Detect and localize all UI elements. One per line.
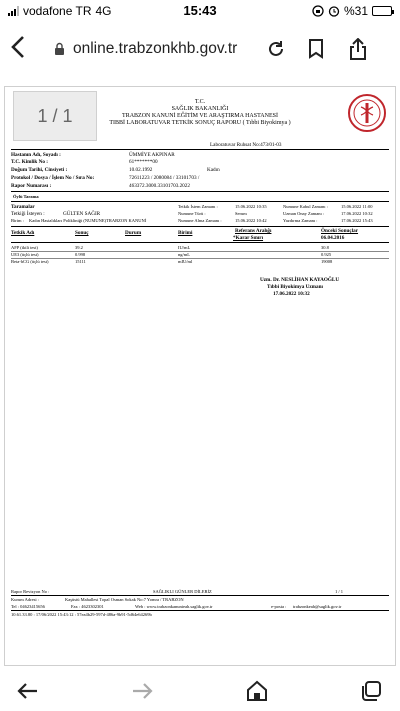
share-button[interactable] (345, 36, 371, 62)
browser-bottom-toolbar (0, 670, 400, 711)
footer-wish: SAĞLIKLI GÜNLER DİLERİZ (153, 589, 212, 594)
report-number: 463372.3000.33101703.2022 (129, 183, 190, 189)
header-tc: T.C. (194, 99, 206, 105)
row-result: 0.998 (75, 252, 86, 257)
license-number: Laboratuvar Ruhsat No:473/01-03 (210, 142, 282, 148)
reload-button[interactable] (263, 36, 289, 62)
divider (11, 595, 389, 596)
header-ministry: SAĞLIK BAKANLIĞI (171, 106, 229, 112)
trace-id: 10.61.33.80 : 17/06/2022 15:43:12 : 57ea4b29-597d-486a-9b91-5d64e64269b (11, 612, 152, 617)
approve-time-value: 17.06.2022 10:32 (341, 211, 373, 216)
phone: Tel : 04623415656 (11, 604, 45, 609)
dob-label: Doğum Tarihi, Cinsiyeti : (11, 167, 68, 173)
row-result: 15111 (75, 259, 86, 264)
row-previous: 19008 (321, 259, 333, 264)
col-reference-sub: *Karar Sınırı (233, 235, 264, 241)
patient-name-label: Hastanın Adı, Soyadı : (11, 152, 61, 158)
signature-title: Tıbbi Biyokimya Uzmanı (267, 284, 323, 290)
requester-value: GÜLTEN SAĞIR (63, 211, 101, 217)
header-hospital: TRABZON KANUNİ EĞİTİM VE ARAŞTIRMA HASTANESİ (122, 113, 278, 119)
divider (11, 251, 389, 252)
report-number-label: Rapor Numarası : (11, 183, 52, 189)
address-value: Kaşüstü Mahallesi Topal Osman Sokak No:7 Yomra / TRABZON (65, 597, 184, 602)
tc-label: T.C. Kimlik No : (11, 159, 48, 165)
test-group: Taramalar (11, 204, 35, 210)
request-time-label: Tetkik İstem Zamanı : (178, 204, 218, 209)
row-test: Beta-hCG (üçlü test) (11, 259, 49, 264)
previous-date: 06.04.2016 (321, 235, 345, 241)
tabs-button[interactable] (356, 676, 386, 706)
divider (11, 242, 389, 243)
sample-type-value: Serum (235, 211, 247, 216)
carrier-label: vodafone TR (23, 4, 92, 18)
share-icon (348, 38, 368, 60)
page-indicator: 1 / 1 (13, 91, 97, 141)
bookmark-icon (308, 39, 324, 59)
tabs-icon (360, 680, 382, 702)
col-status: Durum (125, 230, 142, 236)
print-time-label: Yazdırma Zamanı : (283, 218, 318, 223)
row-previous: 30.8 (321, 245, 329, 250)
email-value: trabzonkeah@saglik.gov.tr (293, 604, 342, 609)
url-text: online.trabzonkhb.gov.tr (73, 40, 238, 57)
row-test: UE3 (üçlü test) (11, 252, 39, 257)
sample-time-value: 15.06.2022 10:42 (235, 218, 267, 223)
accept-time-label: Numune Kabul Zamanı : (283, 204, 328, 209)
requester-label: Tetkiği İsteyen : (11, 211, 45, 217)
arrow-right-icon (132, 682, 154, 700)
signature-name: Uzm. Dr. NESLİHAN KAYAOĞLU (260, 277, 340, 283)
row-test: AFP (ikili test) (11, 245, 38, 250)
battery-icon (372, 6, 392, 16)
divider (11, 226, 389, 227)
lab-report-document (4, 86, 396, 666)
col-result: Sonuç (75, 230, 89, 236)
email-label: e-posta : (271, 604, 287, 609)
row-unit: mIU/ml (178, 259, 193, 264)
accept-time-value: 15.06.2022 11:00 (341, 204, 373, 209)
home-icon (246, 680, 268, 702)
arrow-left-icon (16, 682, 38, 700)
tc-value: 61*******00 (129, 159, 158, 165)
status-right (312, 4, 392, 18)
gender-value: Kadın (207, 167, 220, 173)
lock-icon (54, 42, 65, 56)
website: Web : www.trabzonkanunieah.saglik.gov.tr (135, 604, 213, 609)
clock: 15:43 (183, 3, 217, 18)
address-label: Kurum Adresi : (11, 597, 39, 602)
divider (11, 191, 389, 192)
request-time-value: 15.06.2022 10:35 (235, 204, 267, 209)
protocol-label: Protokol / Dosya / İşlem No / Sıra No: (11, 175, 95, 181)
sample-section-title: Öylü Tarama (13, 194, 39, 199)
home-button[interactable] (242, 676, 272, 706)
battery-percent: %31 (343, 4, 368, 18)
col-test-name: Tetkik Adı (11, 230, 35, 236)
unit-label: Birim : (11, 218, 24, 223)
approve-time-label: Uzman Onay Zamanı : (283, 211, 325, 216)
divider (11, 201, 389, 202)
signature-datetime: 17.06.2022 10:32 (273, 291, 310, 297)
divider (11, 610, 389, 611)
print-time-value: 17.06.2022 15:43 (341, 218, 373, 223)
back-button[interactable] (12, 676, 42, 706)
patient-name: ÜMMİYE AKPINAR (129, 152, 175, 158)
row-result: 39.2 (75, 245, 83, 250)
col-unit: Birimi (178, 230, 193, 236)
protocol-value: 72611223 / 2080084 / 33101703 / (129, 175, 200, 181)
bookmark-button[interactable] (303, 36, 329, 62)
sample-time-label: Numune Alma Zamanı : (178, 218, 222, 223)
col-previous: Önceki Sonuçlar (321, 228, 359, 234)
browser-toolbar (0, 22, 400, 78)
row-unit: ng/mL (178, 252, 190, 257)
divider (11, 258, 389, 259)
header-report-title: TIBBİ LABORATUVAR TETKİK SONUÇ RAPORU ( Tıbbi Biyokimya ) (109, 120, 291, 126)
row-previous: 0.925 (321, 252, 332, 257)
network-label: 4G (95, 4, 112, 18)
footer-page: 1 / 1 (335, 589, 344, 594)
dob-value: 10.02.1992 (129, 167, 153, 173)
col-reference: Referans Aralığı (235, 228, 272, 234)
alarm-icon (328, 5, 340, 17)
forward-button[interactable] (128, 676, 158, 706)
rotation-lock-icon (312, 5, 324, 17)
revision-label: Rapor Revizyon No : (11, 589, 50, 594)
back-chevron-button[interactable] (8, 34, 28, 65)
row-unit: IU/mL (178, 245, 191, 250)
reload-icon (266, 39, 286, 59)
address-bar[interactable] (44, 32, 249, 66)
fax: Fax : 4623302301 (71, 604, 104, 609)
sample-type-label: Numune Türü : (178, 211, 206, 216)
divider (11, 149, 389, 150)
chevron-left-icon (8, 34, 28, 60)
status-bar (0, 0, 400, 22)
unit-value: Kadın Hastalıkları Polikliniği (NUMUNE)TRABZON KANUNİ (29, 218, 147, 223)
